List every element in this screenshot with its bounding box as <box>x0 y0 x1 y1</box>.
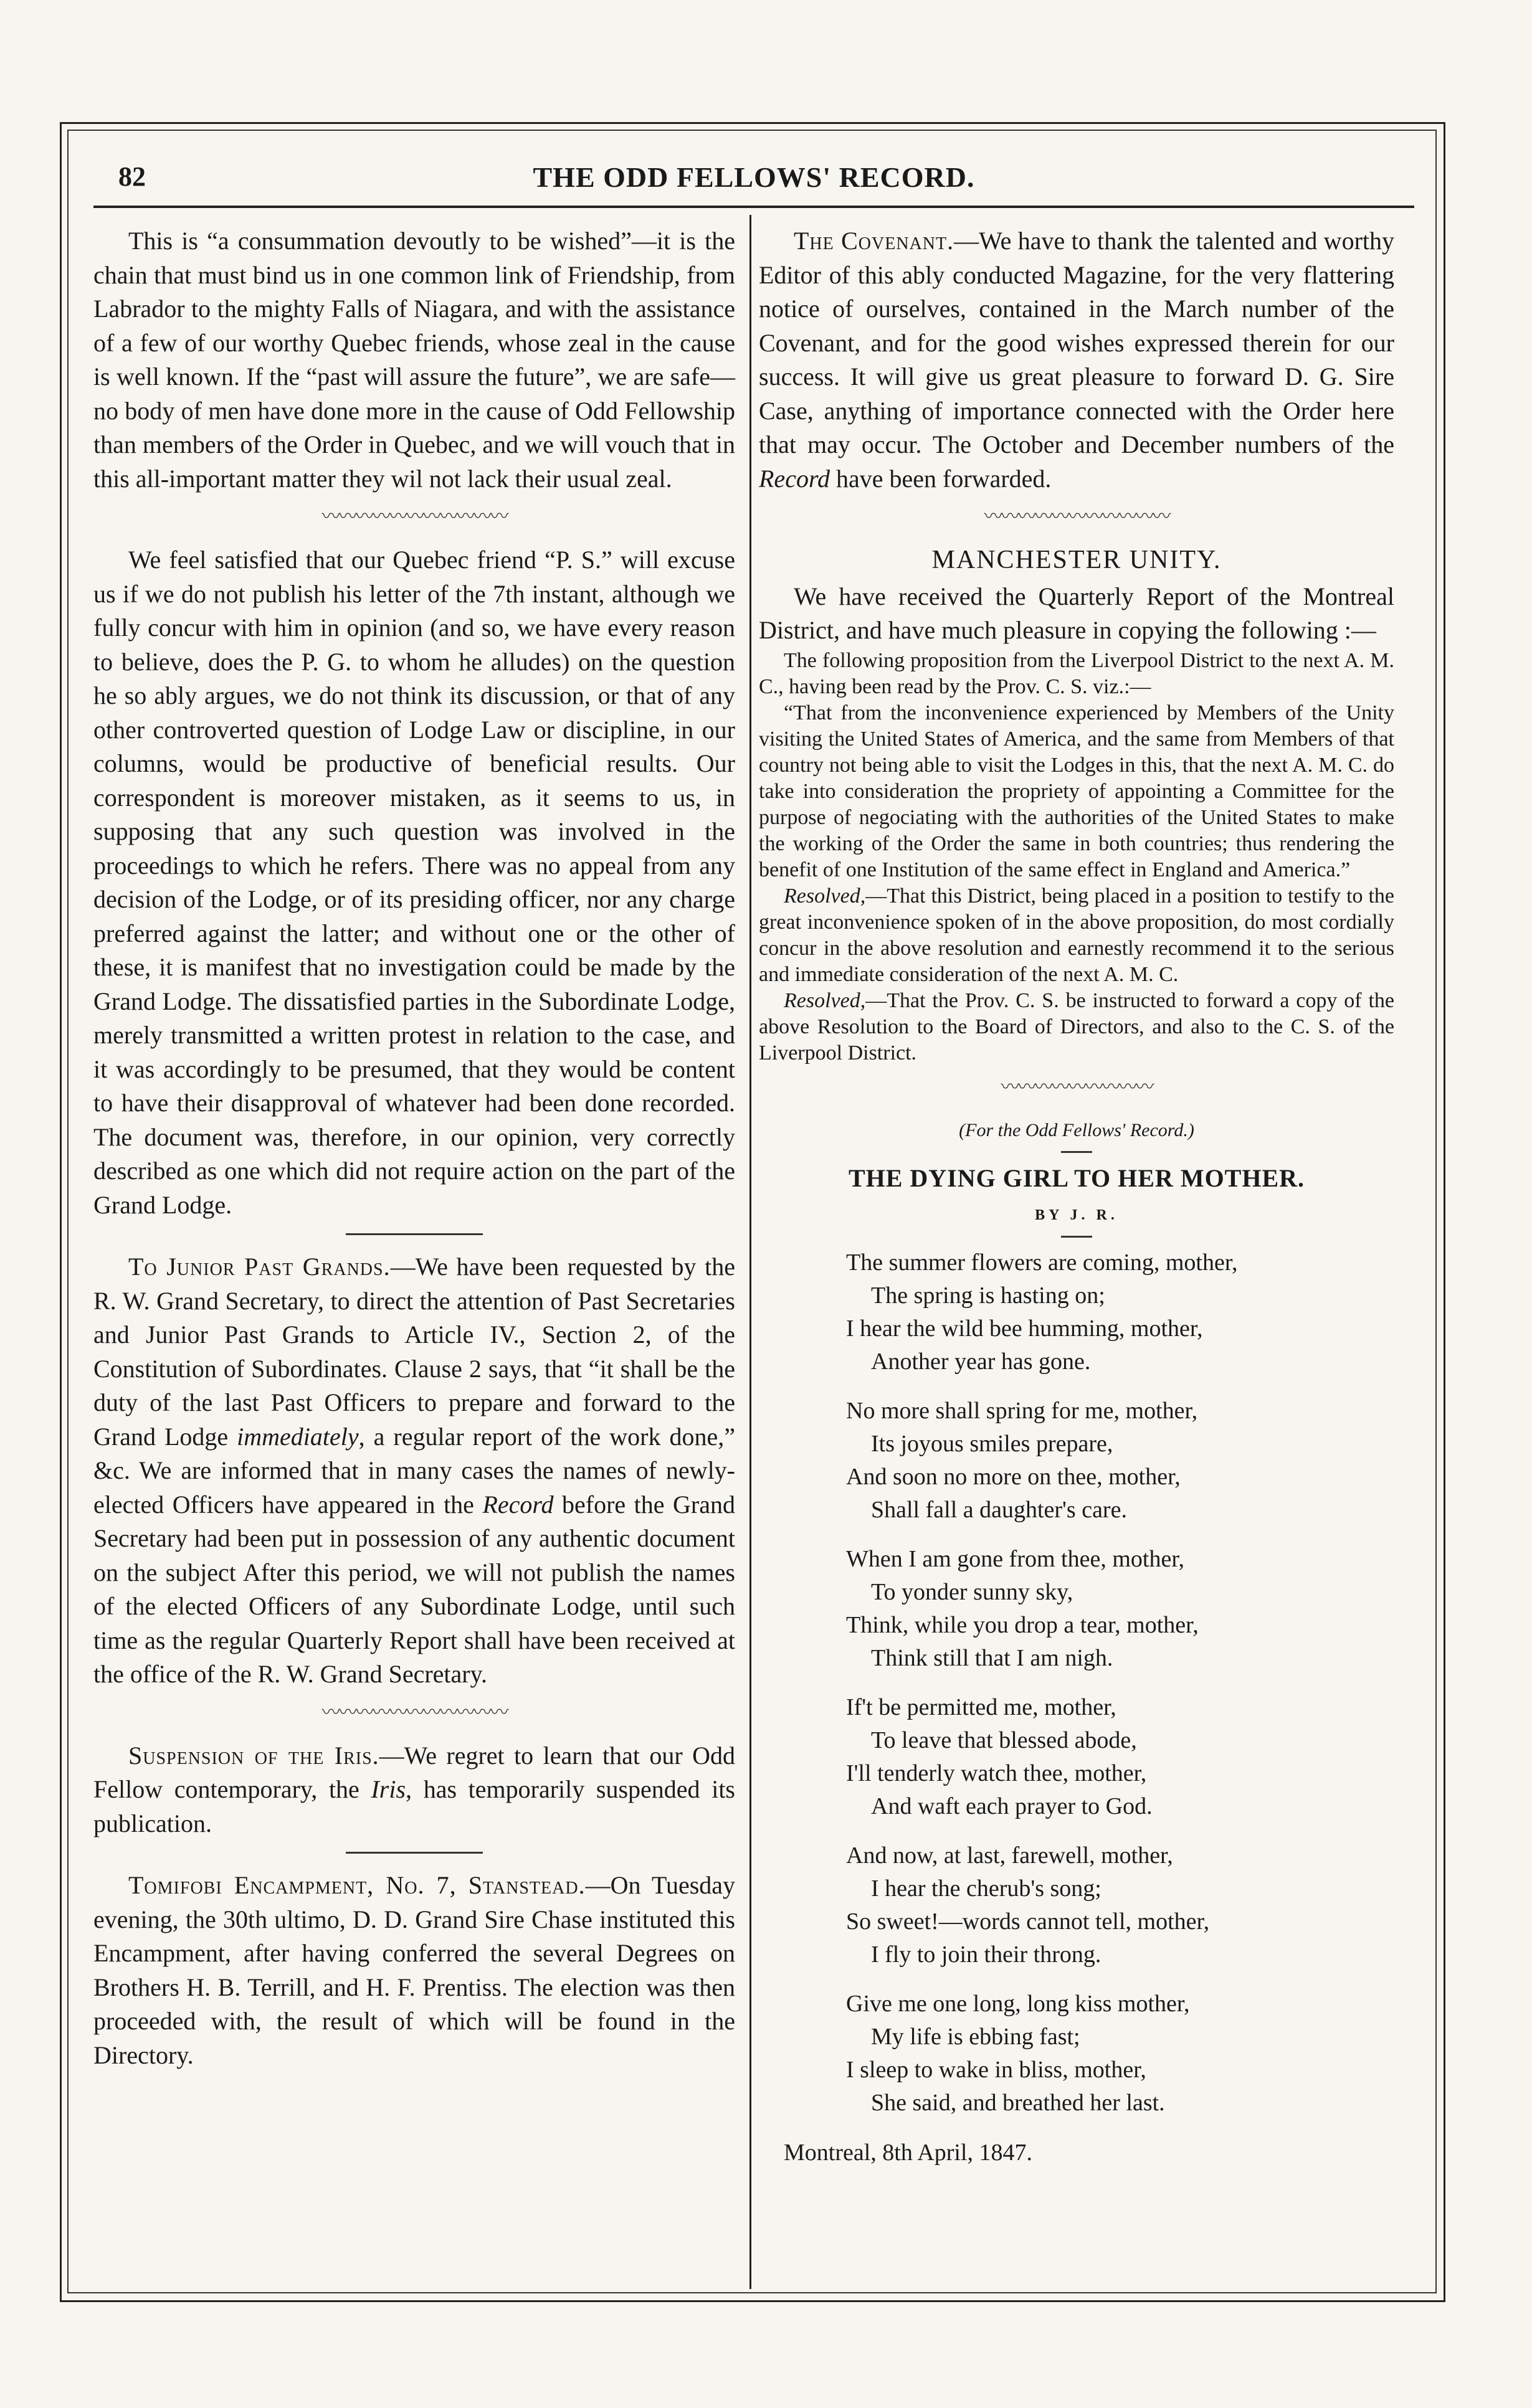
quote-resolution-text: “That from the inconvenience experienced by Members of the Unity visiting the United States of America, and the same from Members of that country not being able to visit the Lodges in this, that the next A. M. C. do take into consideration the propriety of appointing a Committee for the purpose of negociating with the authorities of the United States to make the working of the Order the same in both countries; thus rendering the benefit of one Institution of the same effect in England and America.” <box>759 701 1394 881</box>
poem-stanza <box>846 1839 1394 1971</box>
poem-line: When I am gone from thee, mother, <box>846 1546 1184 1572</box>
poem-stanza <box>846 1691 1394 1823</box>
poem-line: No more shall spring for me, mother, <box>846 1398 1198 1424</box>
section-head: Tomifobi Encampment, No. 7, Stanstead. <box>128 1871 586 1899</box>
page-number: 82 <box>118 161 146 192</box>
quoted-report <box>759 648 1394 1066</box>
running-title: THE ODD FELLOWS' RECORD. <box>533 161 975 193</box>
poem-line: Another year has gone. <box>871 1349 1091 1375</box>
poem-line: To leave that blessed abode, <box>871 1727 1137 1753</box>
paragraph-consummation: This is “a consummation devoutly to be wished”—it is the chain that must bind us in one common link of Friendship, from Labrador to the mighty Falls of Niagara, and with the assistance of a few of our worthy Quebec friends, whose zeal in the cause is well known. If the “past will assure the future”, we are safe—no body of men have done more in the cause of Odd Fellowship than members of the Order in Quebec, and we will vouch that in this all-important matter they wil not lack their usual zeal. <box>93 227 735 493</box>
poem-line: Give me one long, long kiss mother, <box>846 1991 1190 2017</box>
poem-line: Shall fall a daughter's care. <box>871 1497 1127 1523</box>
poem-title: THE DYING GIRL TO HER MOTHER. <box>848 1164 1305 1192</box>
paragraph-suspension-iris: Suspension of the Iris.—We regret to learn that our Odd Fellow contemporary, the Iris, has temporarily suspended its publication. <box>93 1741 736 1837</box>
column-divider <box>749 215 751 2289</box>
poem-line: I sleep to wake in bliss, mother, <box>846 2057 1146 2083</box>
poem-line: So sweet!—words cannot tell, mother, <box>846 1908 1210 1935</box>
left-column <box>93 224 735 2072</box>
wavy-divider: 〰〰〰〰〰〰〰〰〰〰〰 <box>321 1702 507 1723</box>
poem-rule <box>1061 1151 1092 1153</box>
poem-line: I hear the cherub's song; <box>871 1875 1101 1902</box>
right-column <box>759 224 1394 2170</box>
poem-rule <box>1061 1236 1092 1238</box>
poem-line: And soon no more on thee, mother, <box>846 1464 1181 1490</box>
poem-body <box>846 1246 1394 2120</box>
poem-line: The summer flowers are coming, mother, <box>846 1249 1238 1276</box>
running-header <box>93 149 1414 208</box>
poem-line: I'll tenderly watch thee, mother, <box>846 1760 1147 1786</box>
poem-credit: (For the Odd Fellows' Record.) <box>959 1119 1194 1140</box>
section-rule <box>346 1233 483 1235</box>
section-head: The Covenant. <box>794 227 954 255</box>
quote-resolved-1: Resolved,—That this District, being placed in a position to testify to the great inconvenience spoken of in the above proposition, do most cordially concur in the above resolution and earnestly recommend it to the serious and immediate consideration of the next A. M. C. <box>759 884 1394 986</box>
poem-line: She said, and breathed her last. <box>871 2090 1165 2116</box>
poem-stanza <box>846 1395 1394 1527</box>
poem-line: The spring is hasting on; <box>871 1282 1105 1309</box>
wavy-divider: 〰〰〰〰〰〰〰〰〰〰〰 <box>321 506 507 527</box>
poem-stanza <box>846 1543 1394 1675</box>
poem-stanza <box>846 1988 1394 2120</box>
quote-proposition: The following proposition from the Liverpool District to the next A. M. C., having been read by the Prov. C. S. viz.:— <box>759 648 1394 698</box>
poem-line: I hear the wild bee humming, mother, <box>846 1315 1203 1342</box>
poem-stanza <box>846 1246 1394 1378</box>
poem-line: I fly to join their throng. <box>871 1941 1101 1968</box>
poem-dateline: Montreal, 8th April, 1847. <box>784 2140 1032 2166</box>
poem-line: Think still that I am nigh. <box>871 1645 1113 1671</box>
paragraph-tomifobi-encampment: Tomifobi Encampment, No. 7, Stanstead.—On Tuesday evening, the 30th ultimo, D. D. Grand Sire Chase instituted this Encampment, after having conferred the several Degrees on Brothers H. B. Terrill, and H. F. Prentiss. The election was then proceeded with, the result of which will be found in the Directory. <box>93 1871 736 2069</box>
poem-line: To yonder sunny sky, <box>871 1579 1073 1605</box>
manchester-unity-heading: MANCHESTER UNITY. <box>931 546 1222 574</box>
poem-line: Think, while you drop a tear, mother, <box>846 1612 1199 1638</box>
paragraph-manchester-intro: We have received the Quarterly Report of the Montreal District, and have much pleasure in copying the following :— <box>759 582 1394 644</box>
poem-line: Its joyous smiles prepare, <box>871 1431 1113 1457</box>
paragraph-covenant: The Covenant.—We have to thank the talented and worthy Editor of this ably conducted Magazine, for the very flattering notice of ourselves, contained in the March number of the Covenant, and for the good wishes expressed therein for our success. It will give us great pleasure to forward D. G. Sire Case, anything of importance connected with the Order here that may occur. The October and December numbers of the Record have been forwarded. <box>759 227 1395 493</box>
section-head: To Junior Past Grands. <box>128 1253 391 1281</box>
section-head: Suspension of the Iris. <box>128 1741 379 1770</box>
poem-line: My life is ebbing fast; <box>871 2024 1080 2050</box>
poem-line: And now, at last, farewell, mother, <box>846 1842 1173 1869</box>
poem-line: And waft each prayer to God. <box>871 1793 1153 1819</box>
quote-resolved-2: Resolved,—That the Prov. C. S. be instructed to forward a copy of the above Resolution to the Board of Directors, and also to the C. S. of the Liverpool District. <box>759 988 1394 1064</box>
poem-line: If't be permitted me, mother, <box>846 1694 1116 1720</box>
paragraph-quebec-friend: We feel satisfied that our Quebec friend “P. S.” will excuse us if we do not publish his letter of the 7th instant, although we fully concur with him in opinion (and so, we have every reason to believe, does the P. G. to whom he alludes) on the question he so ably argues, we do not think its discussion, or that of any other controverted question of Lodge Law or discipline, in our columns, would be productive of beneficial results. Our correspondent is moreover mistaken, as it seems to us, in supposing that any such question was involved in the proceedings to which he refers. There was no appeal from any decision of the Lodge, or of its presiding officer, nor any charge preferred against the latter; and without one or the other of these, it is manifest that no investigation could be made by the Grand Lodge. The dissatisfied parties in the Subordinate Lodge, merely transmitted a written protest in relation to the case, and it was accordingly to be presumed, that they would be content to have their disapproval of whatever had been done recorded. The document was, therefore, in our opinion, very correctly described as one which did not require action on the part of the Grand Lodge. <box>93 546 735 1219</box>
wavy-divider: 〰〰〰〰〰〰〰〰〰〰〰 <box>984 506 1169 527</box>
wavy-divider: 〰〰〰〰〰〰〰〰〰 <box>1001 1076 1153 1097</box>
paragraph-junior-past-grands: To Junior Past Grands.—We have been requested by the R. W. Grand Secretary, to direct the attention of Past Secretaries and Junior Past Grands to Article IV., Section 2, of the Constitution of Subordinates. Clause 2 says, that “it shall be the duty of the last Past Officers to prepare and forward to the Grand Lodge immediately, a regular report of the work done,” &c. We are informed that in many cases the names of newly-elected Officers have appeared in the Record before the Grand Secretary had been put in possession of any authentic document on the subject After this period, we will not publish the names of the elected Officers of any Subordinate Lodge, until such time as the regular Quarterly Report shall have been received at the office of the R. W. Grand Secretary. <box>93 1253 735 1688</box>
poem-byline: BY J. R. <box>1035 1206 1118 1223</box>
section-rule <box>346 1852 483 1854</box>
